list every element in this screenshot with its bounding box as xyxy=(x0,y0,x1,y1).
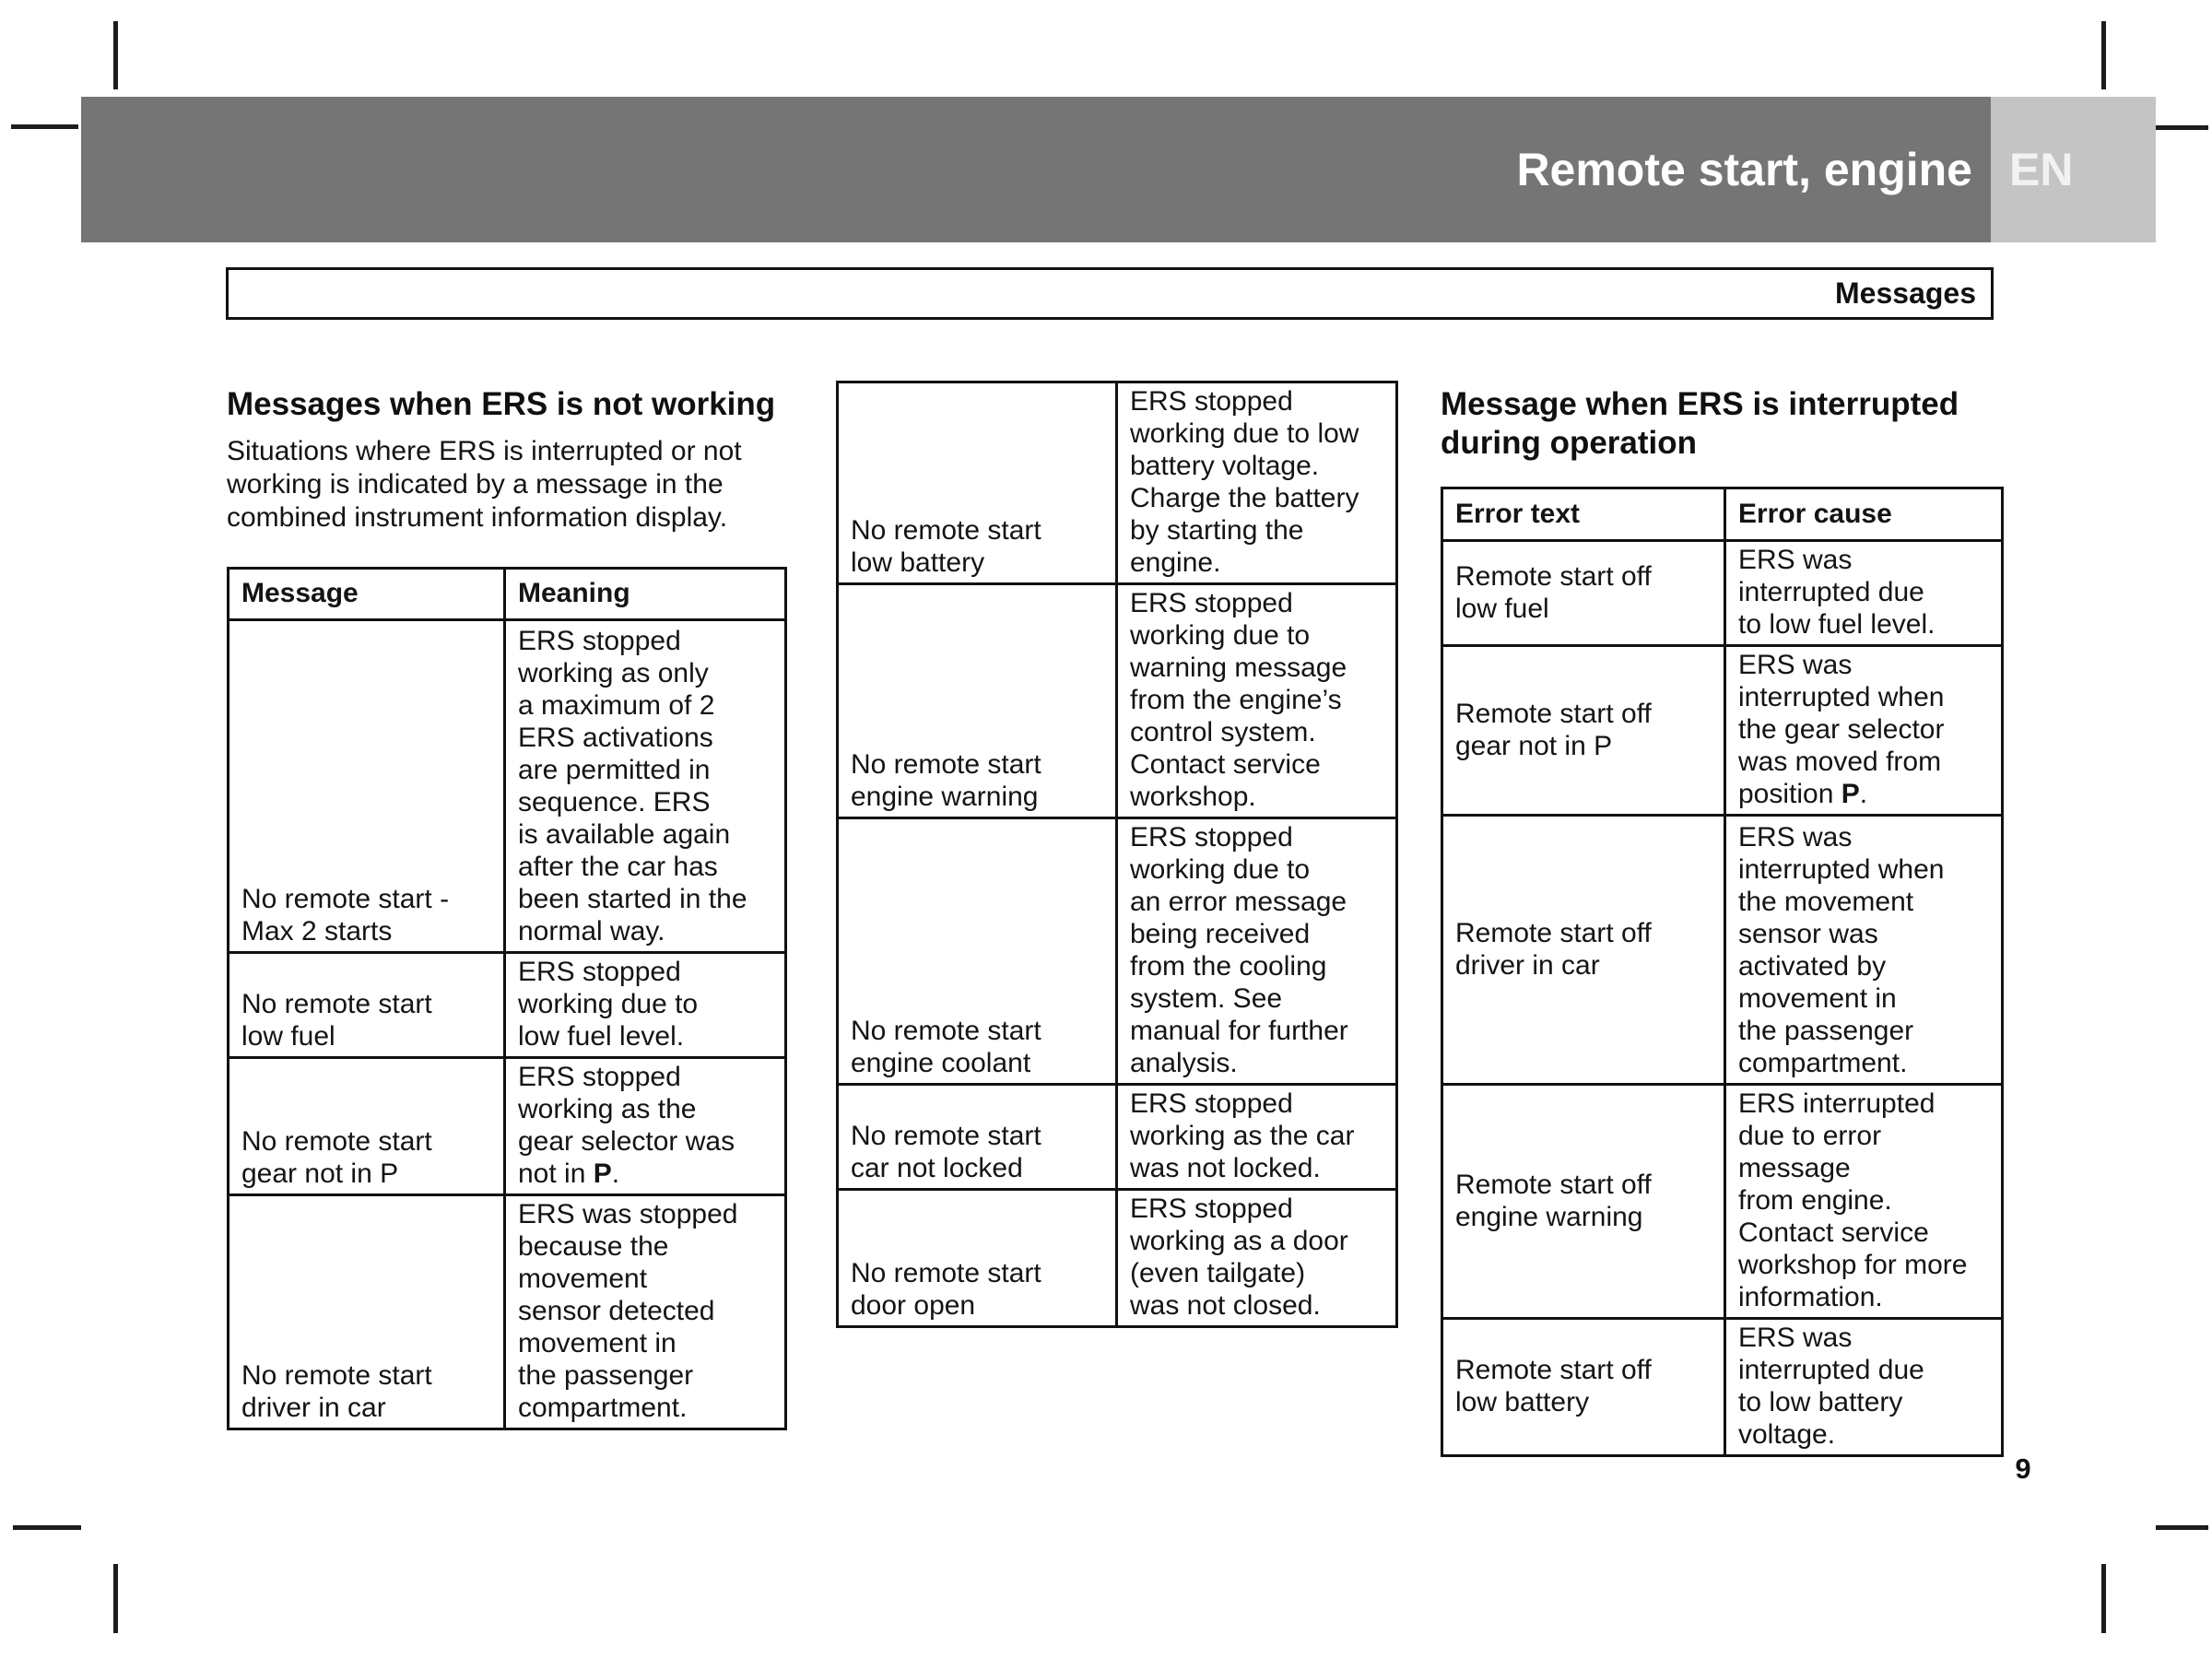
crop-mark-bottom-left-vertical xyxy=(113,1564,118,1633)
message-cell: No remote start low fuel xyxy=(229,953,505,1058)
message-cell: No remote start door open xyxy=(838,1190,1117,1327)
language-badge: EN xyxy=(1991,97,2156,242)
table-row xyxy=(1442,646,2003,816)
table-row xyxy=(838,584,1397,818)
error-text-cell: Remote start off gear not in P xyxy=(1442,646,1725,816)
meaning-cell: ERS stopped working as the car was not locked. xyxy=(1117,1085,1397,1190)
message-cell: No remote start driver in car xyxy=(229,1195,505,1429)
error-cause-cell: ERS interrupted due to error message from engine. Contact service workshop for more information. xyxy=(1725,1085,2003,1319)
page-title: Remote start, engine xyxy=(1516,144,1972,195)
crop-mark-bottom-right-horizontal xyxy=(2156,1525,2208,1530)
message-cell: No remote start engine coolant xyxy=(838,818,1117,1085)
column-header-meaning: Meaning xyxy=(505,569,786,620)
table-row xyxy=(1442,816,2003,1085)
table-row xyxy=(838,382,1397,584)
page-header-bar xyxy=(81,97,1991,242)
message-cell: No remote start low battery xyxy=(838,382,1117,584)
column-header-error-text: Error text xyxy=(1442,488,1725,541)
error-cause-cell: ERS was interrupted when the movement sensor was activated by movement in the passenger compartment. xyxy=(1725,816,2003,1085)
messages-table-continued xyxy=(836,381,1398,1328)
messages-table xyxy=(227,567,787,1430)
error-text-cell: Remote start off driver in car xyxy=(1442,816,1725,1085)
message-cell: No remote start engine warning xyxy=(838,584,1117,818)
meaning-cell: ERS was stopped because the movement sensor detected movement in the passenger compartment. xyxy=(505,1195,786,1429)
error-text-cell: Remote start off low battery xyxy=(1442,1319,1725,1456)
crop-mark-bottom-right-vertical xyxy=(2101,1564,2106,1633)
column-header-error-cause: Error cause xyxy=(1725,488,2003,541)
page-header xyxy=(81,97,2156,242)
error-cause-cell: ERS was interrupted when the gear selector was moved from position P. xyxy=(1725,646,2003,816)
error-cause-cell: ERS was interrupted due to low fuel level. xyxy=(1725,541,2003,646)
meaning-cell: ERS stopped working due to low fuel level. xyxy=(505,953,786,1058)
crop-mark-top-right-vertical xyxy=(2101,21,2106,89)
table-row xyxy=(1442,1319,2003,1456)
table-row xyxy=(838,1085,1397,1190)
table-row xyxy=(838,1190,1397,1327)
meaning-cell: ERS stopped working as a door (even tailgate) was not closed. xyxy=(1117,1190,1397,1327)
table-row xyxy=(229,1058,786,1195)
section-heading-not-working: Messages when ERS is not working xyxy=(227,386,776,422)
column-header-message: Message xyxy=(229,569,505,620)
crop-mark-top-left-horizontal xyxy=(11,124,78,129)
message-cell: No remote start gear not in P xyxy=(229,1058,505,1195)
table-row xyxy=(1442,1085,2003,1319)
meaning-cell: ERS stopped working as only a maximum of 2 ERS activations are permitted in sequence. ERS is available again after the car has been started in the normal way. xyxy=(505,620,786,953)
page-number: 9 xyxy=(2015,1452,2031,1485)
table-row xyxy=(229,1195,786,1429)
section-banner: Messages xyxy=(226,267,1994,320)
interrupted-table xyxy=(1441,487,2004,1457)
crop-mark-bottom-left-horizontal xyxy=(13,1525,81,1530)
table-row xyxy=(229,953,786,1058)
message-cell: No remote start car not locked xyxy=(838,1085,1117,1190)
meaning-cell: ERS stopped working due to warning message from the engine’s control system. Contact service workshop. xyxy=(1117,584,1397,818)
meaning-cell: ERS stopped working due to an error message being received from the cooling system. See manual for further analysis. xyxy=(1117,818,1397,1085)
message-cell: No remote start - Max 2 starts xyxy=(229,620,505,953)
section-heading-interrupted: Message when ERS is interrupted during operation xyxy=(1441,386,1959,461)
error-cause-cell: ERS was interrupted due to low battery voltage. xyxy=(1725,1319,2003,1456)
error-text-cell: Remote start off low fuel xyxy=(1442,541,1725,646)
crop-mark-top-left-vertical xyxy=(113,21,118,89)
meaning-cell: ERS stopped working as the gear selector was not in P. xyxy=(505,1058,786,1195)
table-row xyxy=(1442,541,2003,646)
section-intro: Situations where ERS is interrupted or not working is indicated by a message in the combined instrument information display. xyxy=(227,436,742,533)
meaning-cell: ERS stopped working due to low battery voltage. Charge the battery by starting the engine. xyxy=(1117,382,1397,584)
crop-mark-top-right-horizontal xyxy=(2156,125,2208,130)
table-row xyxy=(838,818,1397,1085)
error-text-cell: Remote start off engine warning xyxy=(1442,1085,1725,1319)
table-row xyxy=(229,620,786,953)
